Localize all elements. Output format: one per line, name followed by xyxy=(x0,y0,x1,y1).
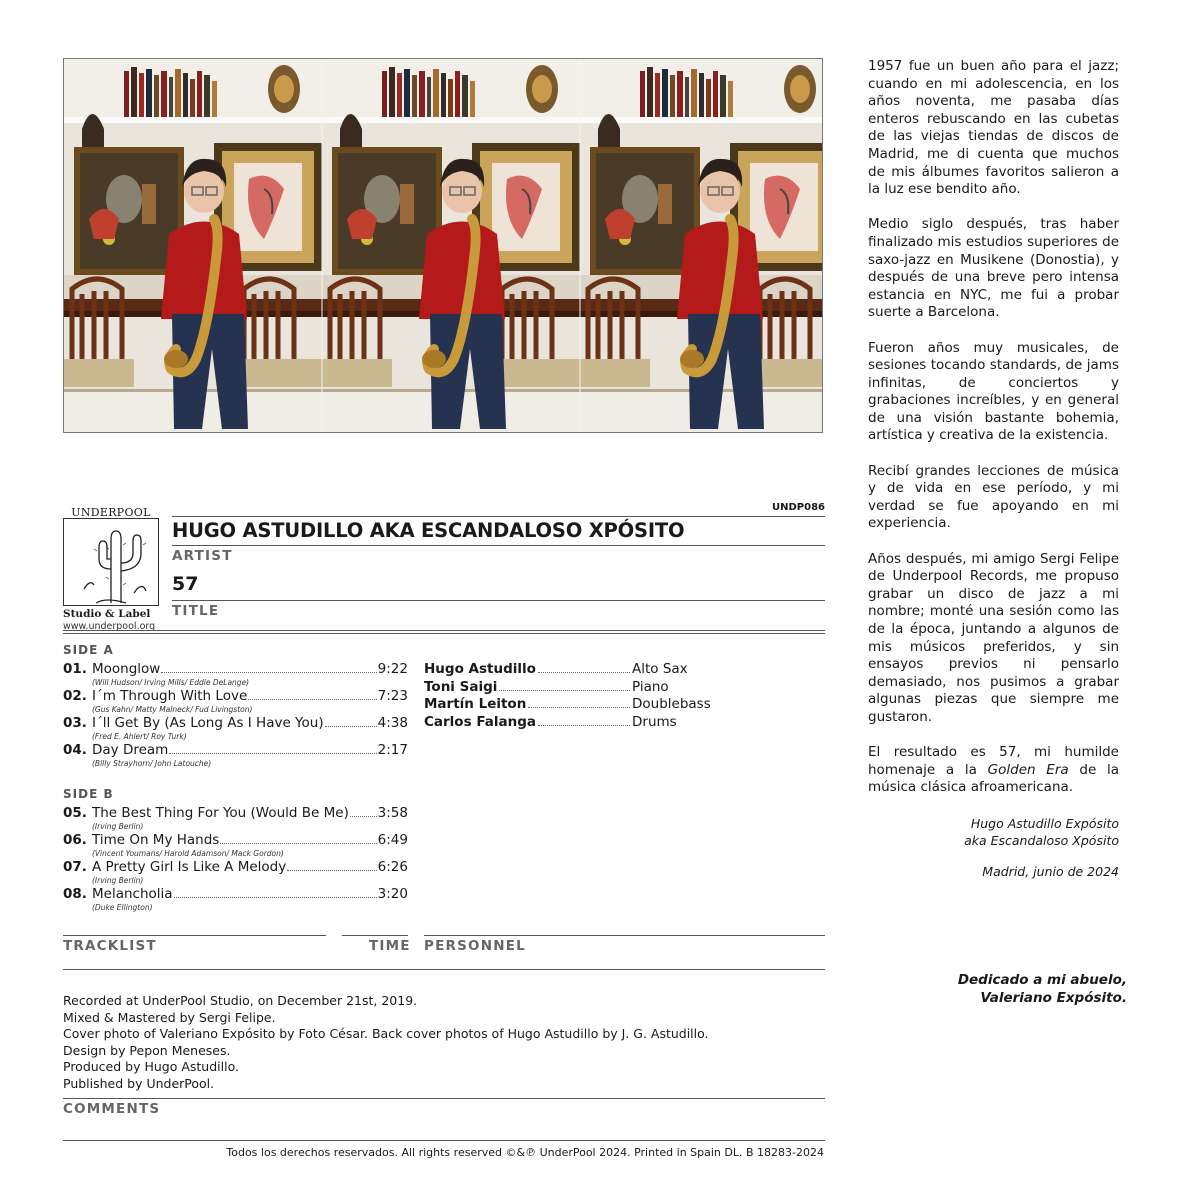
track-credit: (Will Hudson/ Irving Mills/ Eddie DeLange) xyxy=(92,678,250,687)
divider xyxy=(63,969,825,970)
track-time: 7:23 xyxy=(377,688,408,704)
comments-block xyxy=(63,993,709,1092)
musician-instrument: Drums xyxy=(632,714,677,730)
personnel-row xyxy=(424,696,714,712)
track-row[interactable] xyxy=(63,886,408,910)
comment-line: Recorded at UnderPool Studio, on December 21st, 2019. xyxy=(63,993,418,1008)
liner-paragraph: El resultado es 57, mi humilde homenaje a la Golden Era de la música clásica afroamericana. xyxy=(868,744,1120,796)
track-row[interactable] xyxy=(63,715,408,739)
musician-name: Carlos Falanga xyxy=(424,714,536,730)
divider xyxy=(172,600,825,601)
title-caption: TITLE xyxy=(172,603,220,619)
cactus-icon xyxy=(64,519,158,605)
track-time: 3:58 xyxy=(377,805,408,821)
place-date: Madrid, junio de 2024 xyxy=(982,863,1119,879)
album-title: 57 xyxy=(172,573,199,595)
divider xyxy=(63,633,825,634)
track-time: 6:49 xyxy=(377,832,408,848)
liner-paragraph: Medio siglo después, tras haber finalizado mis estudios superiores de saxo-jazz en Musikene (Donostia), y después de una breve pero intensa estancia en NYC, me fui a probar suerte a Barcelona. xyxy=(868,216,1119,321)
track-name: Day Dream xyxy=(92,742,169,758)
track-row[interactable] xyxy=(63,859,408,883)
track-name: I´ll Get By (As Long As I Have You) xyxy=(92,715,324,731)
track-row[interactable] xyxy=(63,805,408,829)
track-number: 04. xyxy=(63,742,87,758)
signature-alias: aka Escandaloso Xpósito xyxy=(964,832,1119,848)
track-row[interactable] xyxy=(63,742,408,766)
tracklist-caption: TRACKLIST xyxy=(63,938,157,954)
musician-name: Hugo Astudillo xyxy=(424,661,536,677)
track-number: 02. xyxy=(63,688,87,704)
track-name: Moonglow xyxy=(92,661,161,677)
personnel-row xyxy=(424,661,714,677)
time-caption: TIME xyxy=(369,938,411,954)
comments-caption: COMMENTS xyxy=(63,1101,161,1117)
liner-paragraph: Fueron años muy musicales, de sesiones tocando standards, de jams infinitas, de conciertos y grabaciones increíbles, y en general de una visión bastante bohemia, artística y creativa de la existencia. xyxy=(868,339,1119,444)
comment-line: Produced by Hugo Astudillo. xyxy=(63,1059,239,1074)
track-number: 05. xyxy=(63,805,87,821)
comment-line: Cover photo of Valeriano Expósito by Foto César. Back cover photos of Hugo Astudillo by J. G. Astudillo. xyxy=(63,1026,709,1041)
track-time: 2:17 xyxy=(377,742,408,758)
track-number: 07. xyxy=(63,859,87,875)
liner-paragraph: Recibí grandes lecciones de música y de vida en ese período, y mi verdad se fue apoyando en mi experiencia. xyxy=(868,462,1119,532)
musician-instrument: Piano xyxy=(632,679,669,695)
track-time: 6:26 xyxy=(377,859,408,875)
divider xyxy=(424,935,825,936)
track-credit: (Duke Ellington) xyxy=(92,903,153,912)
divider xyxy=(63,630,825,631)
underpool-logo xyxy=(63,506,163,632)
track-name: Melancholia xyxy=(92,886,173,902)
logo-box xyxy=(63,518,159,606)
dedication-line: Dedicado a mi abuelo, xyxy=(957,972,1127,988)
artist-caption: ARTIST xyxy=(172,548,233,564)
track-row[interactable] xyxy=(63,832,408,856)
track-time: 3:20 xyxy=(377,886,408,902)
track-number: 01. xyxy=(63,661,87,677)
divider xyxy=(342,935,408,936)
musician-name: Martín Leiton xyxy=(424,696,527,712)
artist-name: HUGO ASTUDILLO AKA ESCANDALOSO XPÓSITO xyxy=(172,519,685,542)
track-credit: (Fred E. Ahlert/ Roy Turk) xyxy=(92,732,187,741)
divider xyxy=(63,935,326,936)
musician-instrument: Alto Sax xyxy=(632,661,688,677)
comment-line: Mixed & Mastered by Sergi Felipe. xyxy=(63,1009,276,1025)
musician-name: Toni Saigi xyxy=(424,679,498,695)
track-time: 4:38 xyxy=(377,715,408,731)
track-name: Time On My Hands xyxy=(92,832,220,848)
track-credit: (Irving Berlin) xyxy=(92,822,144,831)
track-row[interactable] xyxy=(63,688,408,712)
liner-paragraph: 1957 fue un buen año para el jazz; cuando en mi adolescencia, en los años noventa, me pasaba días enteros rebuscando en las cubetas de las viejas tiendas de discos de Madrid, me di cuenta que muchos de mis álbumes favoritos salieron a la luz ese bendito año. xyxy=(868,58,1119,198)
personnel-row xyxy=(424,714,714,730)
track-row[interactable] xyxy=(63,661,408,685)
track-credit: (Vincent Youmans/ Harold Adamson/ Mack Gordon) xyxy=(92,849,284,858)
dedication xyxy=(958,971,1127,1007)
track-name: A Pretty Girl Is Like A Melody xyxy=(92,859,287,875)
track-number: 03. xyxy=(63,715,87,731)
divider xyxy=(172,545,825,546)
photo-strip xyxy=(63,58,823,433)
personnel-caption: PERSONNEL xyxy=(424,938,526,954)
logo-subtitle: Studio & Label xyxy=(63,608,151,620)
track-credit: (Gus Kahn/ Matty Malneck/ Fud Livingston) xyxy=(92,705,253,714)
liner-paragraph: Años después, mi amigo Sergi Felipe de Underpool Records, me propuso grabar un disco de jazz a mi nombre; monté una sesión como las de la época, juntando a algunos de mis músicos preferidos, y sin ensayos previos ni pensarlo demasiado, nos pusimos a grabar algunas piezas que siempre me gustaron. xyxy=(868,550,1119,725)
personnel-row xyxy=(424,679,714,695)
divider xyxy=(63,1098,825,1099)
track-name: I´m Through With Love xyxy=(92,688,248,704)
track-name: The Best Thing For You (Would Be Me) xyxy=(92,805,349,821)
comment-line: Published by UnderPool. xyxy=(63,1075,215,1091)
signature-name: Hugo Astudillo Expósito xyxy=(970,815,1119,831)
track-credit: (Irving Berlin) xyxy=(92,876,144,885)
divider xyxy=(172,516,825,517)
copyright-footer: Todos los derechos reservados. All rights reserved ©&℗ UnderPool 2024. Printed in Spain DL. B 18283-2024 xyxy=(226,1146,824,1159)
catalog-number: UNDP086 xyxy=(772,502,825,513)
logo-name: UNDERPOOL xyxy=(71,506,151,519)
side-a-label: SIDE A xyxy=(63,643,114,657)
liner-notes xyxy=(868,58,1119,880)
dedication-line: Valeriano Expósito. xyxy=(980,990,1127,1006)
track-time: 9:22 xyxy=(377,661,408,677)
track-number: 06. xyxy=(63,832,87,848)
comment-line: Design by Pepon Meneses. xyxy=(63,1042,231,1058)
track-number: 08. xyxy=(63,886,87,902)
musician-instrument: Doublebass xyxy=(632,696,711,712)
logo-website[interactable]: www.underpool.org xyxy=(63,621,156,632)
divider xyxy=(63,1140,825,1141)
side-b-label: SIDE B xyxy=(63,787,114,801)
track-credit: (Billy Strayhorn/ John Latouche) xyxy=(92,759,212,768)
